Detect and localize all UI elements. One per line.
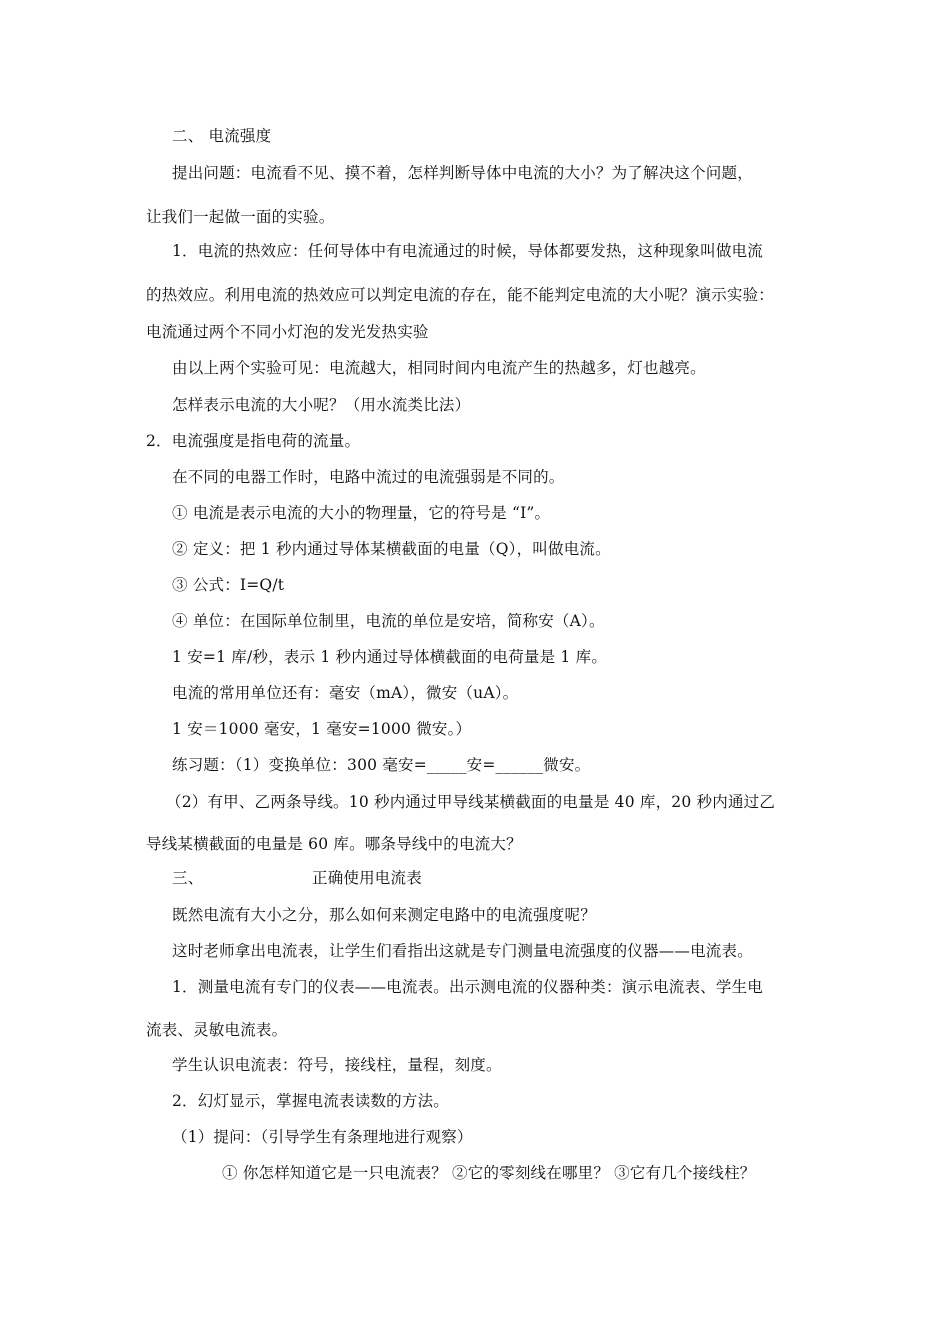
list-item: ③ 公式：I=Q/t xyxy=(172,576,285,594)
paragraph-line: 由以上两个实验可见：电流越大，相同时间内电流产生的热越多，灯也越亮。 xyxy=(172,359,706,377)
exercise-line: （2）有甲、乙两条导线。10 秒内通过甲导线某横截面的电量是 40 库，20 秒内通过乙 xyxy=(166,793,776,811)
paragraph-line: 2．幻灯显示，掌握电流表读数的方法。 xyxy=(172,1092,449,1110)
list-item: ① 电流是表示电流的大小的物理量，它的符号是 “I”。 xyxy=(172,504,551,522)
paragraph-line: 1．电流的热效应：任何导体中有电流通过的时候，导体都要发热，这种现象叫做电流 xyxy=(172,242,763,260)
paragraph-line: 既然电流有大小之分，那么如何来测定电路中的电流强度呢？ xyxy=(172,906,596,924)
paragraph-line: 在不同的电器工作时，电路中流过的电流强弱是不同的。 xyxy=(172,468,565,486)
paragraph-line: 1．测量电流有专门的仪表——电流表。出示测电流的仪器种类：演示电流表、学生电 xyxy=(172,978,763,996)
paragraph-line: 1 安=1 库/秒，表示 1 秒内通过导体横截面的电荷量是 1 库。 xyxy=(172,648,608,666)
section-heading-2: 二、 电流强度 xyxy=(172,127,272,145)
paragraph-line: 电流的常用单位还有：毫安（mA），微安（uA）。 xyxy=(172,684,519,702)
section-number-3: 三、 xyxy=(172,869,204,887)
exercise-line: 练习题：（1）变换单位：300 毫安=_____安=______微安。 xyxy=(172,756,591,774)
paragraph-line: 这时老师拿出电流表，让学生们看指出这就是专门测量电流强度的仪器——电流表。 xyxy=(172,942,753,960)
paragraph-line: 流表、灵敏电流表。 xyxy=(146,1021,288,1039)
paragraph-line: 怎样表示电流的大小呢？（用水流类比法） xyxy=(172,396,471,414)
paragraph-line: 2．电流强度是指电荷的流量。 xyxy=(146,432,361,450)
list-item: ④ 单位：在国际单位制里，电流的单位是安培，简称安（A）。 xyxy=(172,612,605,630)
paragraph-line: 电流通过两个不同小灯泡的发光发热实验 xyxy=(146,323,429,341)
paragraph-line: 的热效应。利用电流的热效应可以判定电流的存在，能不能判定电流的大小呢？演示实验： xyxy=(146,286,775,304)
section-heading-3: 正确使用电流表 xyxy=(312,869,422,887)
question-line: ① 你怎样知道它是一只电流表？ ②它的零刻线在哪里？ ③它有几个接线柱？ xyxy=(222,1164,756,1182)
list-item: ② 定义：把 1 秒内通过导体某横截面的电量（Q），叫做电流。 xyxy=(172,540,611,558)
paragraph-line: 学生认识电流表：符号，接线柱，量程，刻度。 xyxy=(172,1056,502,1074)
paragraph-line: 1 安＝1000 毫安，1 毫安=1000 微安。） xyxy=(172,720,472,738)
paragraph-line: （1）提问：（引导学生有条理地进行观察） xyxy=(172,1128,473,1146)
exercise-line: 导线某横截面的电量是 60 库。哪条导线中的电流大？ xyxy=(146,835,522,853)
paragraph-line: 提出问题：电流看不见、摸不着，怎样判断导体中电流的大小？为了解决这个问题， xyxy=(172,164,753,182)
paragraph-line: 让我们一起做一面的实验。 xyxy=(146,208,335,226)
